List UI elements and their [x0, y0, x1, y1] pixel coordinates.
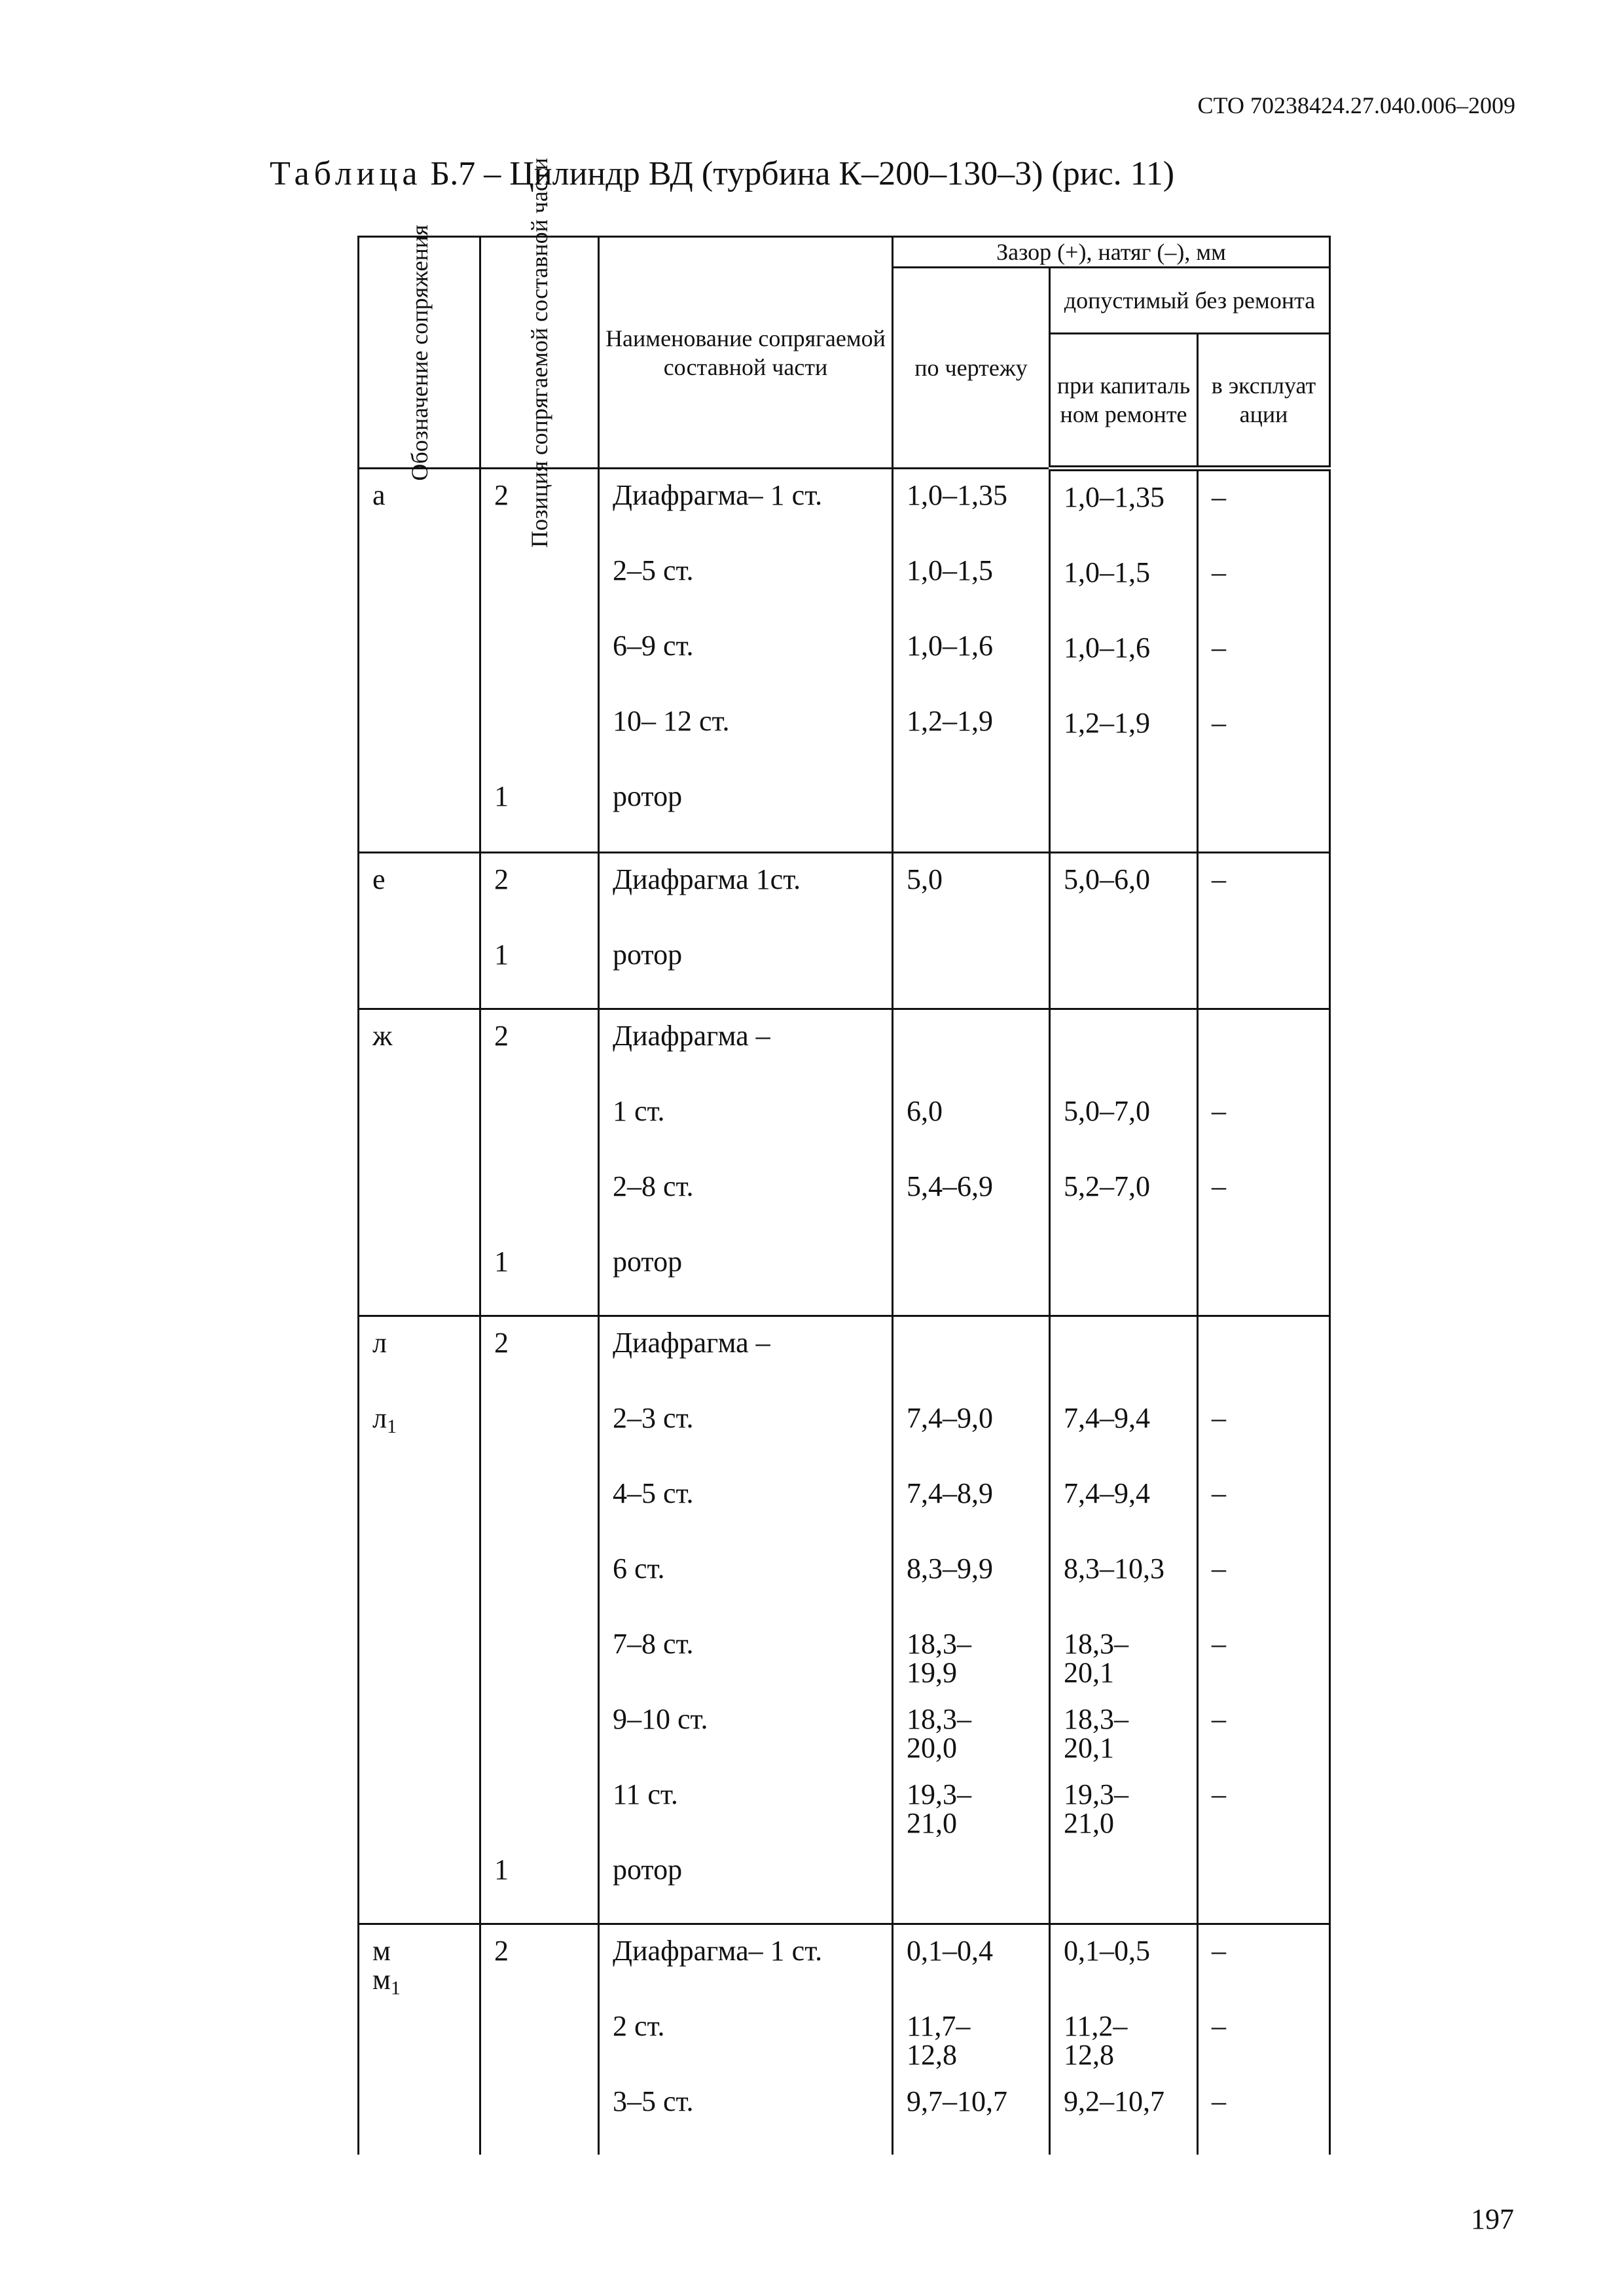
table-body — [359, 469, 1330, 2155]
cell-line: ротор — [613, 939, 683, 971]
cell-capital-repair — [1050, 1316, 1198, 1924]
cell-line — [372, 1772, 479, 1848]
cell-line: 2 — [494, 1327, 509, 1359]
cell-line: 6–9 ст. — [613, 630, 694, 662]
cell-part-name — [599, 469, 893, 853]
cell-line: – — [1212, 1402, 1226, 1434]
page-number: 197 — [1471, 2203, 1514, 2235]
cell-line: – — [1212, 1935, 1226, 1967]
cell-by-drawing — [893, 1924, 1050, 2155]
cell-line: е — [372, 863, 386, 895]
cell-line: 6,0 — [907, 1095, 943, 1127]
cell-line — [372, 774, 479, 850]
cell-line: 1,2–1,9 — [907, 705, 993, 737]
cell-line: 5,0–7,0 — [1064, 1095, 1150, 1127]
cell-line — [1064, 933, 1197, 1008]
cell-capital-repair — [1050, 853, 1198, 1009]
header-operation: в эксплуат ации — [1198, 334, 1330, 469]
cell-operation — [1198, 1009, 1330, 1316]
cell-line: 1 — [494, 939, 509, 971]
cell-designation — [359, 1316, 480, 1924]
cell-position — [480, 1316, 599, 1924]
cell-line: 1 — [494, 1854, 509, 1886]
cell-part-name — [599, 853, 893, 1009]
cell-line: ротор — [613, 1854, 683, 1886]
cell-line: 6 ст. — [613, 1552, 665, 1585]
cell-line — [907, 933, 1049, 1008]
cell-line: Диафрагма – — [613, 1327, 770, 1359]
cell-line: 2–3 ст. — [613, 1402, 694, 1434]
cell-capital-repair — [1050, 1009, 1198, 1316]
cell-line: 7,4–9,0 — [907, 1402, 993, 1434]
cell-line: л1 — [372, 1402, 397, 1437]
cell-line: Диафрагма– 1 ст. — [613, 479, 823, 511]
cell-line: л — [372, 1327, 387, 1359]
cell-line: – — [1212, 2085, 1226, 2117]
cell-line: 9–10 ст. — [613, 1703, 708, 1735]
table-row — [359, 1924, 1330, 2155]
cell-line: – — [1212, 1095, 1226, 1127]
cell-part-name — [599, 1316, 893, 1924]
cell-line: 1,2–1,9 — [1064, 707, 1150, 739]
cell-line: 0,1–0,5 — [1064, 1935, 1150, 1967]
cell-part-name — [599, 1924, 893, 2155]
cell-position — [480, 1009, 599, 1316]
cell-operation — [1198, 469, 1330, 853]
header-designation: Обозначение сопряжения — [359, 237, 480, 469]
header-allowed-without-repair: допустимый без ремонта — [1050, 268, 1330, 334]
cell-by-drawing — [893, 853, 1050, 1009]
cell-line: 18,3– 20,1 — [1064, 1628, 1128, 1689]
cell-line — [372, 699, 479, 774]
cell-line — [372, 624, 479, 699]
cell-line: – — [1212, 481, 1226, 513]
table-title-prefix: Таблица — [270, 155, 422, 192]
table-row — [359, 1316, 1330, 1924]
cell-line: ж — [372, 1020, 393, 1052]
cell-line: 2 — [494, 1020, 509, 1052]
cell-line: 5,2–7,0 — [1064, 1170, 1150, 1202]
cell-line — [1064, 1321, 1197, 1396]
cell-line — [372, 933, 479, 1008]
cell-operation — [1198, 1316, 1330, 1924]
cell-line — [494, 2079, 598, 2155]
cell-line — [494, 1547, 598, 1622]
cell-capital-repair — [1050, 1924, 1198, 2155]
cell-line: 1 — [494, 1246, 509, 1278]
cell-line: – — [1212, 863, 1226, 895]
header-capital-repair: при капиталь ном ремонте — [1050, 334, 1198, 469]
cell-operation — [1198, 1924, 1330, 2155]
cell-line — [907, 1240, 1049, 1315]
cell-line: 2 — [494, 1935, 509, 1967]
cell-line: Диафрагма 1ст. — [613, 863, 801, 895]
cell-line: 1 — [494, 780, 509, 812]
cell-line: 7–8 ст. — [613, 1628, 694, 1660]
cell-line — [1212, 776, 1329, 852]
cell-line: – — [1212, 707, 1226, 739]
cell-line — [494, 699, 598, 774]
cell-designation — [359, 1924, 480, 2155]
cell-line: 1 ст. — [613, 1095, 665, 1127]
cell-line — [372, 1089, 479, 1164]
header-position: Позиция сопрягаемой составной части — [480, 237, 599, 469]
cell-line: 1,0–1,35 — [1064, 481, 1164, 513]
cell-line — [1212, 1014, 1329, 1089]
cell-line: 18,3– 19,9 — [907, 1628, 971, 1689]
cell-line: 5,4–6,9 — [907, 1170, 993, 1202]
cell-line: – — [1212, 1170, 1226, 1202]
cell-line: 2–8 ст. — [613, 1170, 694, 1202]
table-row — [359, 853, 1330, 1009]
cell-line: 11,7– 12,8 — [907, 2010, 971, 2071]
cell-line: 10– 12 ст. — [613, 705, 730, 737]
cell-line: 2 — [494, 863, 509, 895]
cell-line: м м1 — [372, 1935, 401, 1999]
cell-line — [494, 548, 598, 624]
cell-line: 7,4–9,4 — [1064, 1402, 1150, 1434]
cell-line: 9,7–10,7 — [907, 2085, 1007, 2117]
cell-designation — [359, 469, 480, 853]
cell-line — [372, 2004, 479, 2079]
cell-operation — [1198, 853, 1330, 1009]
cell-line: 0,1–0,4 — [907, 1935, 993, 1967]
cell-line: – — [1212, 1477, 1226, 1509]
cell-line — [1064, 1014, 1197, 1089]
cell-line — [494, 1164, 598, 1240]
cell-position — [480, 1924, 599, 2155]
cell-line — [494, 1396, 598, 1471]
cell-line — [494, 1622, 598, 1697]
cell-line — [372, 1164, 479, 1240]
cell-line: Диафрагма – — [613, 1020, 770, 1052]
cell-line — [907, 1014, 1049, 1089]
cell-line — [494, 1089, 598, 1164]
cell-line — [494, 1697, 598, 1772]
cell-line: 7,4–8,9 — [907, 1477, 993, 1509]
cell-part-name — [599, 1009, 893, 1316]
cell-line: 2 ст. — [613, 2010, 665, 2042]
cell-line: – — [1212, 2010, 1226, 2042]
cell-line — [907, 774, 1049, 850]
header-by-drawing: по чертежу — [893, 268, 1050, 469]
cell-line: 3–5 ст. — [613, 2085, 694, 2117]
cell-line: 11 ст. — [613, 1778, 678, 1810]
cell-line: 9,2–10,7 — [1064, 2085, 1164, 2117]
cell-line: – — [1212, 1628, 1226, 1660]
cell-line: 1,0–1,5 — [1064, 556, 1150, 588]
table-title — [270, 154, 1174, 193]
cell-line — [1212, 1240, 1329, 1315]
cell-line: 4–5 ст. — [613, 1477, 694, 1509]
cell-line: – — [1212, 1703, 1226, 1735]
cell-line — [1212, 933, 1329, 1008]
cell-line — [494, 1471, 598, 1547]
cell-line: 1,0–1,6 — [1064, 632, 1150, 664]
cell-line: 2 — [494, 479, 509, 511]
cell-designation — [359, 853, 480, 1009]
cell-line — [372, 1848, 479, 1923]
cell-line — [1064, 1240, 1197, 1315]
cell-line — [907, 1848, 1049, 1923]
cell-line — [1064, 1848, 1197, 1923]
cell-line — [372, 548, 479, 624]
cell-line: 18,3– 20,1 — [1064, 1703, 1128, 1764]
cell-capital-repair — [1050, 469, 1198, 853]
cell-line — [1212, 1848, 1329, 1923]
document-id: СТО 70238424.27.040.006–2009 — [1197, 92, 1515, 118]
cell-line: 8,3–9,9 — [907, 1552, 993, 1585]
cell-line: 7,4–9,4 — [1064, 1477, 1150, 1509]
cell-by-drawing — [893, 1009, 1050, 1316]
cell-line: 1,0–1,35 — [907, 479, 1007, 511]
cell-line: ротор — [613, 1246, 683, 1278]
cell-line — [907, 1321, 1049, 1396]
cell-line: 5,0–6,0 — [1064, 863, 1150, 895]
cell-line — [372, 1240, 479, 1315]
cell-line: – — [1212, 1552, 1226, 1585]
cell-line: 18,3– 20,0 — [907, 1703, 971, 1764]
cell-line: а — [372, 479, 386, 511]
cell-line: 1,0–1,6 — [907, 630, 993, 662]
table-row — [359, 1009, 1330, 1316]
cell-designation — [359, 1009, 480, 1316]
cell-line: ротор — [613, 780, 683, 812]
cell-line: 1,0–1,5 — [907, 554, 993, 586]
cell-position — [480, 853, 599, 1009]
cell-line — [1212, 1321, 1329, 1396]
header-clearance-group: Зазор (+), натяг (–), мм — [893, 237, 1330, 268]
header-part-name: Наименование сопрягаемой составной части — [599, 237, 893, 469]
cell-line — [1064, 776, 1197, 852]
cell-line: 5,0 — [907, 863, 943, 895]
cell-line — [494, 2004, 598, 2079]
cell-line — [494, 624, 598, 699]
table-title-text: Б.7 – Цилиндр ВД (турбина К–200–130–3) (рис. 11) — [422, 155, 1175, 192]
table-row — [359, 469, 1330, 853]
cell-line: – — [1212, 556, 1226, 588]
cell-line — [372, 1622, 479, 1697]
cell-line: 2–5 ст. — [613, 554, 694, 586]
cell-line — [372, 1547, 479, 1622]
cell-line — [494, 1772, 598, 1848]
cell-line: 19,3– 21,0 — [907, 1778, 971, 1839]
cell-line — [372, 1697, 479, 1772]
cell-line: 11,2– 12,8 — [1064, 2010, 1128, 2071]
cell-by-drawing — [893, 469, 1050, 853]
cell-by-drawing — [893, 1316, 1050, 1924]
cell-line: – — [1212, 632, 1226, 664]
cell-line: – — [1212, 1778, 1226, 1810]
cell-line: 8,3–10,3 — [1064, 1552, 1164, 1585]
cell-line — [372, 2079, 479, 2155]
cell-line: Диафрагма– 1 ст. — [613, 1935, 823, 1967]
cell-line: 19,3– 21,0 — [1064, 1778, 1128, 1839]
cell-line — [372, 1471, 479, 1547]
